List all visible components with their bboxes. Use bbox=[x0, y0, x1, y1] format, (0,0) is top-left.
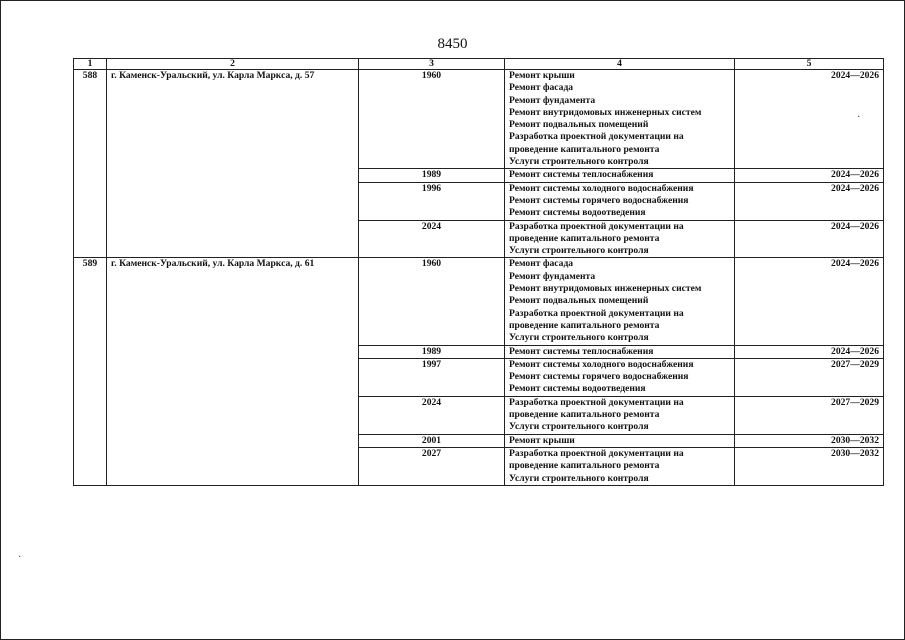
period-cell: 2027—2029 bbox=[735, 396, 884, 434]
work-item: Ремонт крыши bbox=[509, 434, 575, 446]
column-header-3: 3 bbox=[359, 59, 505, 70]
work-item: Ремонт крыши bbox=[509, 70, 575, 81]
year-cell: 1989 bbox=[359, 169, 505, 182]
work-item: Услуги строительного контроля bbox=[509, 332, 649, 344]
year-cell: 1989 bbox=[359, 345, 505, 358]
works-cell bbox=[505, 220, 735, 258]
work-item: Ремонт фасада bbox=[509, 258, 574, 270]
period-cell: 2030—2032 bbox=[735, 447, 884, 485]
works-cell bbox=[505, 169, 735, 182]
year-cell: 1997 bbox=[359, 358, 505, 396]
works-cell bbox=[505, 258, 735, 345]
works-cell bbox=[505, 396, 735, 434]
work-item: Ремонт системы теплоснабжения bbox=[509, 169, 654, 181]
work-item: проведение капитального ремонта bbox=[509, 319, 660, 331]
table-body bbox=[74, 70, 884, 486]
year-cell: 1960 bbox=[359, 258, 505, 345]
work-item: Ремонт внутридомовых инженерных систем bbox=[509, 283, 702, 295]
year-cell: 1960 bbox=[359, 70, 505, 169]
period-cell: 2030—2032 bbox=[735, 434, 884, 447]
work-item: Разработка проектной документации на bbox=[509, 220, 684, 232]
column-header-2: 2 bbox=[107, 59, 359, 70]
work-item: Ремонт фасада bbox=[509, 82, 574, 94]
scan-mark: · bbox=[18, 552, 22, 563]
page-number: 8450 bbox=[437, 36, 468, 52]
column-header-5: 5 bbox=[735, 59, 884, 70]
work-item: Ремонт системы водоотведения bbox=[509, 207, 646, 219]
entry-number: 588 bbox=[74, 70, 107, 258]
work-item: проведение капитального ремонта bbox=[509, 232, 660, 244]
works-cell bbox=[505, 345, 735, 358]
year-cell: 2024 bbox=[359, 220, 505, 258]
work-item: Разработка проектной документации на bbox=[509, 447, 684, 459]
work-item: Услуги строительного контроля bbox=[509, 421, 649, 433]
period-cell: 2027—2029 bbox=[735, 358, 884, 396]
work-item: Ремонт фундамента bbox=[509, 270, 596, 282]
period-cell: 2024—2026 bbox=[735, 220, 884, 258]
work-item: Услуги строительного контроля bbox=[509, 156, 649, 168]
works-cell bbox=[505, 434, 735, 447]
header-row bbox=[74, 59, 884, 70]
period-cell: 2024—2026 bbox=[735, 258, 884, 345]
works-cell bbox=[505, 447, 735, 485]
work-item: Ремонт системы горячего водоснабжения bbox=[509, 194, 689, 206]
work-item: проведение капитального ремонта bbox=[509, 143, 660, 155]
table-row bbox=[74, 258, 884, 345]
works-cell bbox=[505, 70, 735, 169]
period-cell: 2024—2026 bbox=[735, 182, 884, 220]
work-item: Разработка проектной документации на bbox=[509, 307, 684, 319]
work-item: Ремонт системы горячего водоснабжения bbox=[509, 371, 689, 383]
period-cell: 2024—2026 bbox=[735, 169, 884, 182]
year-cell: 1996 bbox=[359, 182, 505, 220]
work-item: проведение капитального ремонта bbox=[509, 409, 660, 421]
work-item: Ремонт подвальных помещений bbox=[509, 119, 649, 131]
work-item: Ремонт системы холодного водоснабжения bbox=[509, 182, 694, 194]
work-item: Разработка проектной документации на bbox=[509, 396, 684, 408]
work-item: Ремонт фундамента bbox=[509, 94, 596, 106]
entry-address: г. Каменск-Уральский, ул. Карла Маркса, д. 57 bbox=[107, 70, 359, 258]
year-cell: 2024 bbox=[359, 396, 505, 434]
table-row bbox=[74, 70, 884, 169]
entry-address: г. Каменск-Уральский, ул. Карла Маркса, д. 61 bbox=[107, 258, 359, 485]
work-item: Ремонт внутридомовых инженерных систем bbox=[509, 106, 702, 118]
entry-number: 589 bbox=[74, 258, 107, 485]
work-item: Ремонт системы водоотведения bbox=[509, 383, 646, 395]
work-item: Разработка проектной документации на bbox=[509, 131, 684, 143]
work-item: Ремонт системы теплоснабжения bbox=[509, 345, 654, 357]
year-cell: 2027 bbox=[359, 447, 505, 485]
repair-schedule-table bbox=[73, 58, 884, 486]
works-cell bbox=[505, 358, 735, 396]
period-cell: 2024—2026 bbox=[735, 70, 884, 169]
year-cell: 2001 bbox=[359, 434, 505, 447]
work-item: Ремонт системы холодного водоснабжения bbox=[509, 358, 694, 370]
work-item: Ремонт подвальных помещений bbox=[509, 295, 649, 307]
work-item: Услуги строительного контроля bbox=[509, 245, 649, 257]
work-item: Услуги строительного контроля bbox=[509, 472, 649, 484]
scan-mark: · bbox=[857, 112, 861, 123]
column-header-1: 1 bbox=[74, 59, 107, 70]
column-header-4: 4 bbox=[505, 59, 735, 70]
work-item: проведение капитального ремонта bbox=[509, 460, 660, 472]
period-cell: 2024—2026 bbox=[735, 345, 884, 358]
works-cell bbox=[505, 182, 735, 220]
